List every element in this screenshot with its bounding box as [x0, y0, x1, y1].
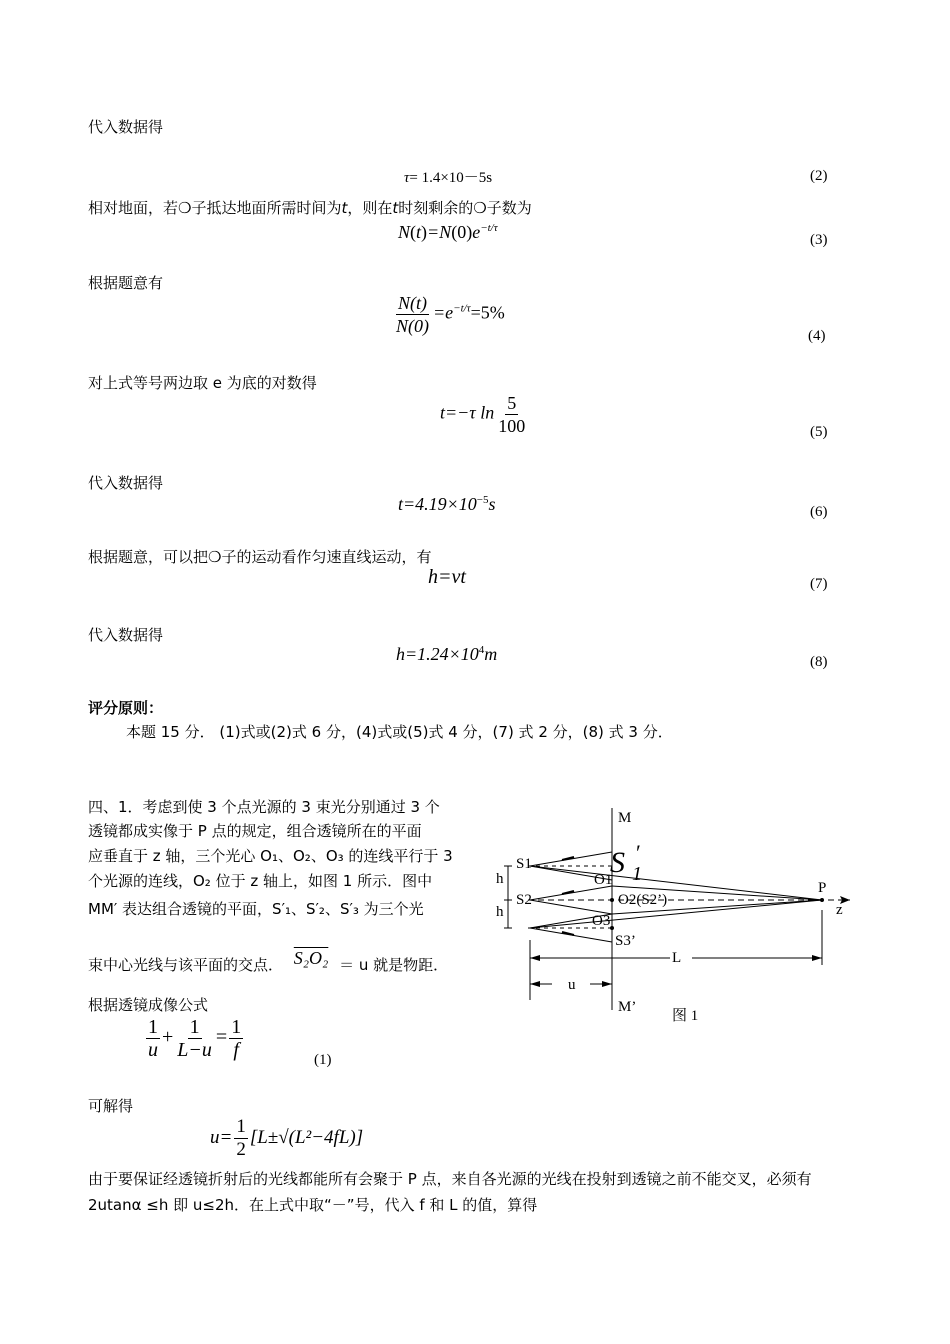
equation-number: (3) [810, 232, 828, 248]
o3-point [610, 926, 614, 930]
ray [530, 900, 612, 914]
text-line: 四、1．考虑到使 3 个点光源的 3 束光分别通过 3 个 [88, 798, 440, 816]
label-m: M [618, 810, 632, 826]
label-m-prime: M’ [618, 999, 637, 1015]
label-u: u [568, 977, 576, 993]
text-line: 根据透镜成像公式 [88, 996, 209, 1014]
text-line: 代入数据得 [88, 474, 164, 492]
equation-number: (7) [810, 576, 828, 592]
label-h: h [496, 904, 504, 920]
label-p: P [818, 880, 827, 896]
label-o2: O2(S2’) [618, 892, 668, 908]
equation-7: h=vt [428, 566, 466, 588]
svg-text:′: ′ [636, 840, 641, 865]
equation-number: (4) [808, 328, 826, 344]
text-line: 束中心光线与该平面的交点． S₂O₂ ＝ u 就是物距． [88, 948, 449, 974]
label-s3-prime: S3’ [615, 933, 636, 949]
segment-s2o2: S₂O₂ [293, 948, 329, 968]
label-z: z [836, 902, 843, 918]
equation-number: (6) [810, 504, 828, 520]
text-line: 2utanα ≤h 即 u≤2h．在上式中取“－”号，代入 f 和 L 的值，算得 [88, 1196, 538, 1214]
label-o3: O3 [592, 913, 611, 929]
label-l: L [672, 950, 682, 966]
scoring-title: 评分原则： [88, 699, 164, 717]
text-line: 可解得 [88, 1097, 134, 1115]
equation-u: u= $\frac{1}{2}$ [L±√(L²−4fL)] [210, 1116, 364, 1160]
equation-3: $N(t)=N(0)e^{-t/\tau}$ [398, 222, 498, 242]
figure-caption: 图 1 [672, 1008, 699, 1024]
o2-point [610, 898, 614, 902]
text-line: 个光源的连线，O₂ 位于 z 轴上，如图 1 所示．图中 [88, 872, 433, 890]
label-s1-prime-sub: 1 [632, 863, 642, 885]
p-point [820, 898, 824, 902]
text-line: 代入数据得 [88, 118, 164, 136]
label-o1: O1 [594, 872, 613, 888]
equation-1: $\frac{1}{u}$ + $\frac{1}{L-u}$ = $\frac{1}{f}$ [148, 1016, 242, 1061]
equation-2: τ= 1.4×10－5s [404, 170, 493, 186]
label-s2: S2 [516, 892, 532, 908]
equation-number: (8) [810, 654, 828, 670]
text-line: 透镜都成实像于 P 点的规定，组合透镜所在的平面 [88, 822, 422, 840]
equation-8: $h=1.24\times 10^4m$ [396, 644, 498, 664]
text-line: 由于要保证经透镜折射后的光线都能所有会聚于 P 点，来自各光源的光线在投射到透镜之前不能交叉，必须有 [88, 1170, 812, 1188]
ray [530, 900, 822, 928]
equation-number: (2) [810, 168, 828, 184]
equation-number: (5) [810, 424, 828, 440]
text-line: MM′ 表达组合透镜的平面，S′₁、S′₂、S′₃ 为三个光 [88, 900, 424, 918]
lens-diagram [490, 800, 870, 1030]
text-line: 代入数据得 [88, 626, 164, 644]
text-line: 应垂直于 z 轴，三个光心 O₁、O₂、O₃ 的连线平行于 3 [88, 847, 453, 865]
text-line: 对上式等号两边取 e 为底的对数得 [88, 374, 317, 392]
label-h: h [496, 871, 504, 887]
label-s1-prime: S [610, 846, 625, 879]
text-line: 相对地面，若❍子抵达地面所需时间为t，则在t时刻剩余的❍子数为 [88, 199, 532, 217]
text-line: 根据题意，可以把❍子的运动看作匀速直线运动，有 [88, 548, 432, 566]
scoring-text: 本题 15 分． (1)式或(2)式 6 分，(4)式或(5)式 4 分，(7) 式 2 分，(8) 式 3 分． [126, 723, 673, 741]
label-s1: S1 [516, 856, 532, 872]
equation-6: $t=4.19\times 10^{-5}s$ [398, 494, 496, 514]
ray [530, 852, 612, 866]
ray [530, 866, 822, 900]
equation-4: $\frac{N(t)}{N(0)}$ $=e^{-t/\tau}=5\%$ [396, 293, 505, 336]
equation-5: t=−τ ln $\frac{5}{100}$ [440, 393, 526, 436]
ray [530, 886, 612, 900]
text-line: 根据题意有 [88, 274, 164, 292]
equation-number: (1) [314, 1052, 332, 1068]
